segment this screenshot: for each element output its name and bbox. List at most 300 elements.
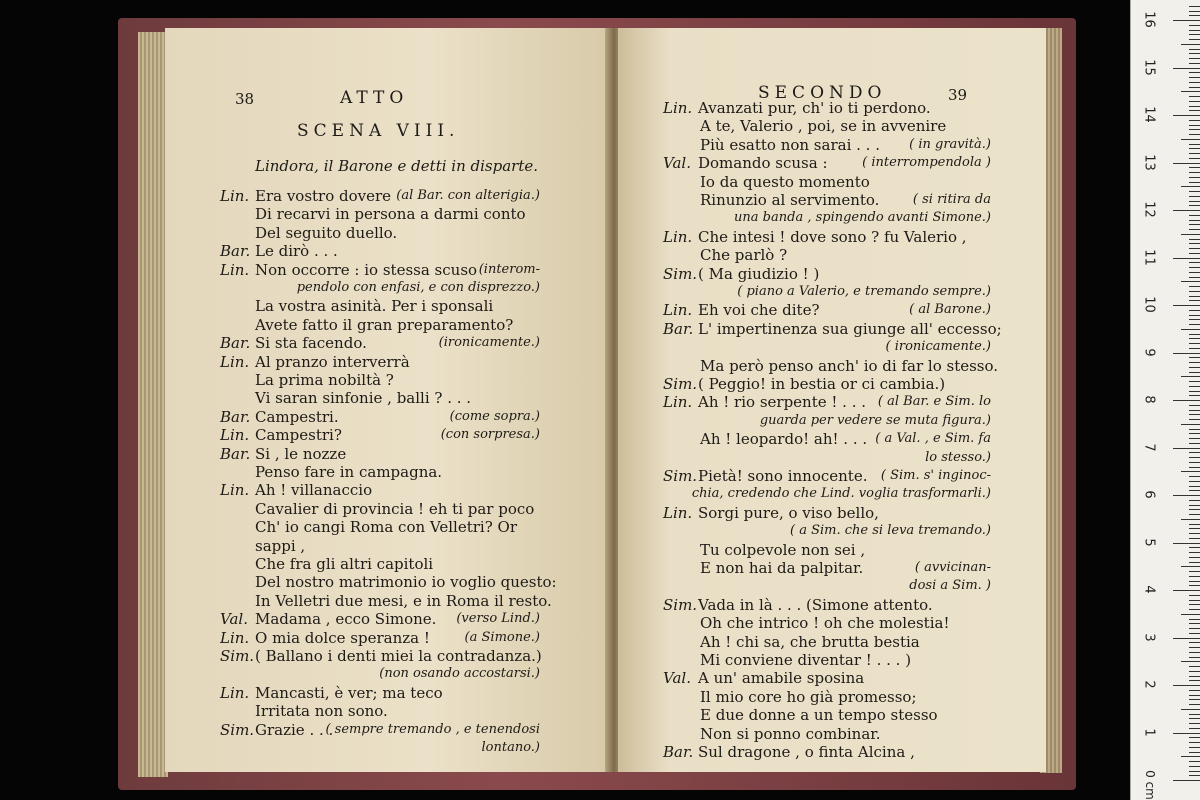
ruler-tick	[1189, 286, 1200, 287]
ruler-tick	[1189, 771, 1200, 772]
ruler-tick	[1189, 106, 1200, 107]
ruler-tick	[1189, 300, 1200, 301]
stage-note: (ironicamente.)	[438, 335, 540, 351]
verse-line: Sul dragone , o finta Alcina ,	[698, 743, 915, 761]
ruler-tick	[1181, 139, 1200, 140]
ruler-tick	[1181, 281, 1200, 282]
ruler-tick	[1189, 467, 1200, 468]
speaker-label: Lin.	[220, 187, 250, 205]
ruler-tick	[1189, 433, 1200, 434]
ruler-tick	[1189, 291, 1200, 292]
ruler-tick	[1189, 524, 1200, 525]
ruler-tick	[1189, 334, 1200, 335]
ruler-tick	[1173, 210, 1200, 211]
stage-note: pendolo con enfasi, e con disprezzo.)	[296, 280, 540, 295]
ruler-tick	[1189, 538, 1200, 539]
verse-line: Madama , ecco Simone.	[255, 610, 437, 629]
ruler-tick	[1189, 690, 1200, 691]
ruler-number: 14	[1141, 106, 1157, 123]
ruler-tick	[1189, 476, 1200, 477]
stage-note: lo stesso.)	[925, 449, 991, 465]
ruler-tick	[1189, 737, 1200, 738]
ruler-tick	[1189, 15, 1200, 16]
ruler-tick	[1189, 775, 1200, 776]
stage-note: ( interrompendola )	[862, 155, 991, 171]
ruler-tick	[1189, 25, 1200, 26]
ruler-tick	[1189, 490, 1200, 491]
verse-line: Oh che intrico ! oh che molestia!	[700, 614, 950, 633]
verse-line: La prima nobiltà ?	[255, 371, 394, 389]
stage-note: ( al Barone.)	[909, 302, 991, 318]
ruler-tick	[1189, 239, 1200, 240]
running-head-left: ATTO	[340, 88, 409, 108]
stage-note: ( Sim. s' inginoc-	[880, 468, 991, 483]
ruler-tick	[1189, 367, 1200, 368]
speaker-label: Lin.	[663, 227, 693, 246]
ruler-tick	[1189, 134, 1200, 135]
ruler-tick	[1181, 329, 1200, 330]
ruler-tick	[1189, 429, 1200, 430]
speaker-label: Val.	[663, 669, 691, 688]
ruler-tick	[1189, 695, 1200, 696]
ruler-tick	[1189, 110, 1200, 111]
ruler-tick	[1189, 747, 1200, 748]
ruler-tick	[1189, 552, 1200, 553]
ruler-tick	[1189, 652, 1200, 653]
verse-line: E non hai da palpitar.	[700, 559, 864, 577]
ruler-tick	[1189, 505, 1200, 506]
verse-line: A te, Valerio , poi, se in avvenire	[700, 117, 947, 136]
verse-line: Non si ponno combinar.	[700, 724, 881, 743]
ruler-tick	[1189, 205, 1200, 206]
ruler-tick	[1189, 623, 1200, 624]
ruler-number: 9	[1141, 347, 1157, 357]
ruler-tick	[1189, 595, 1200, 596]
speaker-label: Lin.	[663, 503, 693, 522]
verse-line: Vi saran sinfonie , balli ? . . .	[255, 389, 472, 408]
ruler-tick	[1189, 101, 1200, 102]
ruler-tick	[1173, 163, 1200, 164]
scene-title: SCENA VIII.	[297, 121, 460, 141]
ruler-tick	[1189, 172, 1200, 173]
ruler-tick	[1189, 310, 1200, 311]
speaker-label: Lin.	[663, 99, 693, 117]
ruler-tick	[1189, 438, 1200, 439]
verse-line: O mia dolce speranza !	[255, 628, 430, 647]
ruler-tick	[1173, 400, 1200, 401]
stage-note: ( in gravità.)	[909, 136, 991, 152]
verse-line: Ah ! rio serpente ! . . .	[698, 393, 867, 412]
ruler-tick	[1189, 571, 1200, 572]
stage-note: ( piano a Valerio, e tremando sempre.)	[737, 284, 991, 299]
ruler-tick	[1189, 77, 1200, 78]
speaker-label: Sim.	[663, 264, 698, 283]
stage-note: (al Bar. con alterigia.)	[396, 188, 540, 203]
ruler-tick	[1173, 115, 1200, 116]
speaker-label: Lin.	[220, 260, 250, 279]
ruler-tick	[1189, 547, 1200, 548]
ruler-tick	[1189, 338, 1200, 339]
ruler-tick	[1189, 481, 1200, 482]
verse-line: Avete fatto il gran preparamento?	[255, 315, 514, 334]
ruler-tick	[1189, 296, 1200, 297]
verse-line: In Velletri due mesi, e in Roma il resto.	[255, 591, 552, 610]
ruler-tick	[1189, 562, 1200, 563]
ruler-tick	[1189, 628, 1200, 629]
ruler-tick	[1189, 277, 1200, 278]
speaker-label: Lin.	[220, 481, 250, 500]
ruler-number: 7	[1141, 442, 1157, 452]
verse-line: Al pranzo interverrà	[255, 352, 410, 371]
ruler-tick	[1189, 395, 1200, 396]
ruler-tick	[1189, 391, 1200, 392]
stage-note: guarda per vedere se muta figura.)	[759, 412, 991, 428]
verse-line: ( Ballano i denti miei la contradanza.)	[255, 647, 542, 665]
verse-line: Campestri?	[255, 426, 342, 445]
verse-line: ( Ma giudizio ! )	[698, 264, 820, 283]
verse-line: Penso fare in campagna.	[255, 463, 443, 481]
ruler-tick	[1189, 153, 1200, 154]
verse-line: ( Peggio! in bestia or ci cambia.)	[698, 375, 946, 393]
ruler-tick	[1189, 666, 1200, 667]
verse-line: Eh voi che dite?	[698, 301, 820, 320]
stage-note: chia, credendo che Lind. voglia trasformarli.)	[691, 486, 991, 502]
stage-note: ( ironicamente.)	[885, 339, 991, 355]
ruler-tick	[1189, 486, 1200, 487]
ruler-tick	[1189, 514, 1200, 515]
ruler-tick	[1189, 600, 1200, 601]
ruler-tick	[1189, 576, 1200, 577]
ruler-tick	[1189, 699, 1200, 700]
ruler-number: 15	[1141, 58, 1157, 76]
speaker-label: Lin.	[663, 393, 693, 412]
speaker-label: Val.	[220, 610, 248, 629]
ruler-tick	[1189, 619, 1200, 620]
ruler-tick	[1181, 424, 1200, 425]
ruler-tick	[1189, 533, 1200, 534]
ruler-tick	[1189, 671, 1200, 672]
ruler-tick	[1189, 129, 1200, 130]
ruler-number: 10	[1141, 296, 1157, 313]
ruler-tick	[1189, 766, 1200, 767]
ruler-tick	[1189, 220, 1200, 221]
stage-note: ( al Bar. e Sim. lo	[877, 394, 991, 410]
ruler-tick	[1189, 253, 1200, 254]
ruler-tick	[1189, 728, 1200, 729]
ruler-tick	[1189, 158, 1200, 159]
stage-note: ( a Sim. che si leva tremando.)	[790, 523, 991, 539]
ruler-tick	[1189, 58, 1200, 59]
verse-line: Ch' io cangi Roma con Velletri? Or	[255, 518, 517, 537]
ruler-tick	[1189, 248, 1200, 249]
speaker-label: Sim.	[220, 647, 255, 665]
verse-line: Cavalier di provincia ! eh ti par poco	[255, 499, 535, 518]
verse-line: Le dirò . . .	[255, 242, 338, 261]
ruler-tick	[1189, 215, 1200, 216]
ruler-tick	[1181, 91, 1200, 92]
ruler-tick	[1189, 343, 1200, 344]
speaker-label: Sim.	[663, 595, 698, 614]
verse-line: Mi conviene diventar ! . . . )	[700, 651, 912, 669]
ruler-number: 1	[1141, 727, 1157, 737]
verse-line: Che parlò ?	[700, 246, 788, 265]
ruler-tick	[1189, 609, 1200, 610]
ruler-tick	[1189, 585, 1200, 586]
ruler-tick	[1189, 243, 1200, 244]
ruler-tick	[1189, 704, 1200, 705]
ruler-tick	[1173, 68, 1200, 69]
speaker-label: Bar.	[220, 407, 251, 426]
ruler-tick	[1181, 566, 1200, 567]
verse-line: Era vostro dovere	[255, 187, 392, 205]
ruler-tick	[1189, 96, 1200, 97]
ruler-tick	[1189, 177, 1200, 178]
verse-line: Ma però penso anch' io di far lo stesso.	[700, 356, 999, 375]
ruler-tick	[1173, 353, 1200, 354]
ruler-tick	[1189, 633, 1200, 634]
verse-line: Mancasti, è ver; ma teco	[255, 683, 443, 702]
ruler-number: 16	[1141, 11, 1157, 28]
verse-line: E due donne a un tempo stesso	[700, 706, 938, 725]
verse-line: Irritata non sono.	[255, 702, 388, 721]
right-page	[618, 28, 1046, 772]
stage-note: (interom-	[478, 261, 540, 277]
measurement-ruler	[1130, 0, 1200, 800]
ruler-tick	[1189, 723, 1200, 724]
ruler-number: 8	[1141, 395, 1157, 404]
ruler-tick	[1173, 543, 1200, 544]
ruler-number: 6	[1141, 490, 1157, 499]
ruler-tick	[1173, 780, 1200, 781]
ruler-number: 12	[1141, 201, 1157, 218]
verse-line: Che fra gli altri capitoli	[255, 555, 434, 573]
stage-note: lontano.)	[481, 740, 540, 755]
ruler-tick	[1189, 462, 1200, 463]
verse-line: Del nostro matrimonio io voglio questo:	[255, 573, 557, 592]
speaker-label: Lin.	[220, 426, 250, 445]
stage-note: ( si ritira da	[912, 192, 991, 207]
ruler-tick	[1173, 305, 1200, 306]
ruler-tick	[1189, 6, 1200, 7]
ruler-tick	[1181, 186, 1200, 187]
ruler-tick	[1189, 49, 1200, 50]
ruler-tick	[1189, 272, 1200, 273]
speaker-label: Sim.	[663, 375, 698, 393]
ruler-tick	[1189, 315, 1200, 316]
stage-note: (come sopra.)	[449, 408, 540, 424]
verse-line: Vada in là . . . (Simone attento.	[698, 595, 933, 614]
ruler-tick	[1189, 362, 1200, 363]
ruler-tick	[1189, 528, 1200, 529]
stage-note: (a Simone.)	[464, 629, 540, 645]
speaker-label: Sim.	[220, 720, 255, 739]
verse-line: Più esatto non sarai . . .	[700, 135, 880, 154]
ruler-tick	[1189, 419, 1200, 420]
page-number-left: 38	[235, 90, 255, 108]
ruler-number: 13	[1141, 153, 1157, 171]
ruler-tick	[1189, 72, 1200, 73]
verse-line: Di recarvi in persona a darmi conto	[255, 205, 526, 224]
verse-line: L' impertinenza sua giunge all' eccesso;	[698, 319, 1002, 338]
ruler-tick	[1181, 661, 1200, 662]
ruler-tick	[1189, 443, 1200, 444]
speaker-label: Bar.	[220, 242, 251, 261]
left-page	[165, 28, 610, 772]
verse-line: Io da questo momento	[700, 172, 870, 191]
speaker-label: Bar.	[220, 334, 251, 353]
verse-line: Si , le nozze	[255, 444, 347, 463]
ruler-tick	[1181, 44, 1200, 45]
stage-note: (con sorpresa.)	[440, 427, 540, 443]
ruler-tick	[1181, 471, 1200, 472]
ruler-tick	[1189, 11, 1200, 12]
ruler-number: 11	[1141, 248, 1157, 266]
verse-line: Pietà! sono innocente.	[698, 467, 868, 485]
ruler-tick	[1189, 680, 1200, 681]
verse-line: sappi ,	[255, 536, 306, 555]
ruler-tick	[1189, 642, 1200, 643]
ruler-tick	[1181, 709, 1200, 710]
verse-line: Rinunzio al servimento.	[700, 191, 880, 209]
ruler-tick	[1181, 614, 1200, 615]
ruler-tick	[1189, 262, 1200, 263]
ruler-tick	[1173, 733, 1200, 734]
ruler-tick	[1173, 495, 1200, 496]
verse-line: Il mio core ho già promesso;	[700, 687, 917, 706]
ruler-tick	[1189, 191, 1200, 192]
speaker-label: Sim.	[663, 467, 698, 485]
stage-direction: Lindora, il Barone e detti in disparte.	[255, 157, 538, 175]
ruler-number: 4	[1141, 585, 1157, 594]
ruler-tick	[1189, 201, 1200, 202]
ruler-tick	[1189, 125, 1200, 126]
ruler-tick	[1173, 448, 1200, 449]
ruler-tick	[1189, 372, 1200, 373]
verse-line: La vostra asinità. Per i sponsali	[255, 297, 494, 316]
verse-line: Del seguito duello.	[255, 223, 398, 242]
ruler-tick	[1189, 144, 1200, 145]
ruler-unit-label: 0 cm	[1142, 770, 1157, 800]
verse-line: Che intesi ! dove sono ? fu Valerio ,	[698, 227, 967, 246]
ruler-tick	[1189, 604, 1200, 605]
ruler-tick	[1189, 63, 1200, 64]
ruler-tick	[1189, 718, 1200, 719]
stage-note: ( a Val. , e Sim. fa	[875, 431, 991, 447]
running-head-right: SECONDO	[758, 83, 887, 103]
ruler-tick	[1189, 386, 1200, 387]
ruler-tick	[1189, 742, 1200, 743]
ruler-tick	[1189, 196, 1200, 197]
verse-line: A un' amabile sposina	[698, 669, 865, 688]
ruler-tick	[1189, 761, 1200, 762]
ruler-number: 3	[1141, 632, 1157, 642]
ruler-tick	[1189, 357, 1200, 358]
ruler-tick	[1173, 590, 1200, 591]
ruler-tick	[1189, 647, 1200, 648]
ruler-number: 2	[1141, 680, 1157, 689]
ruler-tick	[1189, 500, 1200, 501]
speaker-label: Lin.	[220, 628, 250, 647]
stage-note: (verso Lind.)	[456, 611, 540, 627]
ruler-tick	[1189, 182, 1200, 183]
speaker-label: Val.	[663, 154, 691, 173]
verse-line: Sorgi pure, o viso bello,	[698, 503, 879, 522]
ruler-tick	[1189, 414, 1200, 415]
ruler-tick	[1173, 685, 1200, 686]
ruler-tick	[1189, 714, 1200, 715]
speaker-label: Bar.	[220, 444, 251, 463]
verse-line: Ah ! chi sa, che brutta bestia	[700, 632, 920, 651]
ruler-tick	[1173, 258, 1200, 259]
speaker-label: Lin.	[663, 301, 693, 320]
ruler-tick	[1189, 581, 1200, 582]
ruler-tick	[1181, 234, 1200, 235]
page-number-right: 39	[948, 86, 968, 104]
speaker-label: Bar.	[663, 743, 694, 761]
speaker-label: Lin.	[220, 352, 250, 371]
ruler-tick	[1189, 452, 1200, 453]
ruler-tick	[1189, 53, 1200, 54]
ruler-tick	[1189, 405, 1200, 406]
verse-line: Domando scusa :	[698, 154, 828, 173]
stage-note: (non osando accostarsi.)	[379, 666, 540, 682]
ruler-tick	[1189, 224, 1200, 225]
ruler-tick	[1189, 381, 1200, 382]
ruler-tick	[1189, 39, 1200, 40]
ruler-tick	[1189, 120, 1200, 121]
ruler-tick	[1189, 324, 1200, 325]
stage-note: ( avvicinan-	[914, 560, 991, 575]
speaker-label: Lin.	[220, 683, 250, 702]
ruler-tick	[1189, 267, 1200, 268]
ruler-tick	[1189, 657, 1200, 658]
ruler-tick	[1181, 376, 1200, 377]
verse-line: Ah ! villanaccio	[255, 481, 373, 500]
ruler-tick	[1189, 509, 1200, 510]
stage-note: ( sempre tremando , e tenendosi	[325, 721, 540, 737]
ruler-tick	[1189, 34, 1200, 35]
stage-note: una banda , spingendo avanti Simone.)	[734, 210, 991, 226]
ruler-tick	[1189, 87, 1200, 88]
ruler-tick	[1189, 30, 1200, 31]
ruler-tick	[1189, 167, 1200, 168]
ruler-number: 5	[1141, 537, 1157, 547]
ruler-tick	[1189, 410, 1200, 411]
verse-line: Si sta facendo.	[255, 334, 367, 353]
ruler-tick	[1189, 676, 1200, 677]
ruler-tick	[1181, 756, 1200, 757]
page-edges-left	[138, 32, 168, 777]
verse-line: Campestri.	[255, 407, 339, 426]
ruler-tick	[1173, 20, 1200, 21]
ruler-tick	[1189, 319, 1200, 320]
ruler-tick	[1189, 457, 1200, 458]
ruler-tick	[1189, 557, 1200, 558]
speaker-label: Bar.	[663, 319, 694, 338]
ruler-tick	[1181, 519, 1200, 520]
verse-line: Ah ! leopardo! ah! . . .	[700, 430, 868, 449]
verse-line: Grazie . . .	[255, 720, 334, 739]
ruler-tick	[1173, 638, 1200, 639]
ruler-tick	[1189, 82, 1200, 83]
verse-line: Non occorre : io stessa scuso	[255, 260, 478, 279]
verse-line: Tu colpevole non sei ,	[700, 540, 866, 559]
ruler-tick	[1189, 229, 1200, 230]
ruler-tick	[1189, 148, 1200, 149]
ruler-tick	[1189, 348, 1200, 349]
verse-line: Avanzati pur, ch' io ti perdono.	[698, 99, 931, 117]
stage-note: dosi a Sim. )	[909, 578, 991, 594]
